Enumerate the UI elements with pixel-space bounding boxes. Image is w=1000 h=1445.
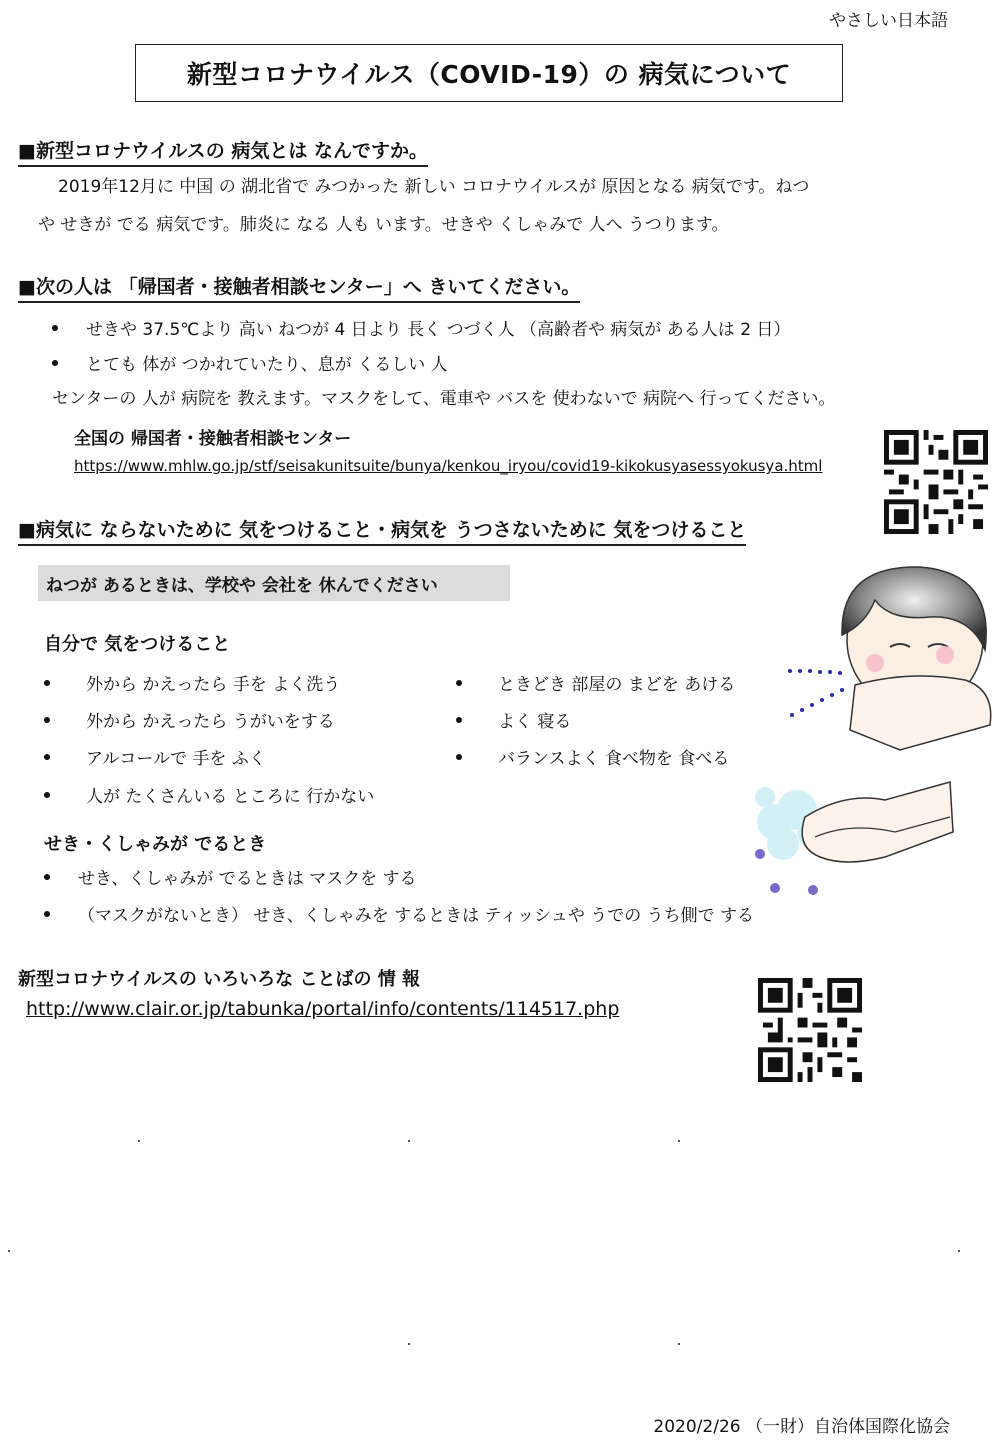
cough-item-1: せき、くしゃみが でるときは マスクを する [78,869,417,889]
bullet-icon [52,360,58,366]
page-title [135,44,843,102]
self-care-item-7: バランスよく 食べ物を 食べる [498,749,730,769]
section2-bullet-1: せきや 37.5℃より 高い ねつが 4 日より 長く つづく人 （高齢者や 病気が ある人は 2 日） [86,320,791,340]
footer-date-publisher: 2020/2/26 （一財）自治体国際化協会 [653,1417,950,1437]
bullet-icon [44,754,50,760]
cough-item-2: （マスクがないとき） せき、くしゃみを するときは ティッシュや うでの うち側で する [78,906,755,926]
self-care-item-1: 外から かえったら 手を よく洗う [86,675,341,695]
self-care-item-4: 人が たくさんいる ところに 行かない [86,787,375,807]
info-link[interactable]: http://www.clair.or.jp/tabunka/portal/info/contents/114517.php [26,998,620,1020]
list-item [456,670,735,695]
self-care-item-3: アルコールで 手を ふく [86,749,266,769]
self-care-item-5: ときどき 部屋の まどを あける [498,675,736,695]
list-item [44,670,340,695]
bullet-icon [456,680,462,686]
bullet-icon [44,680,50,686]
qr-code-icon [884,430,988,534]
list-item [52,350,448,375]
list-item [44,707,335,732]
section1-heading: ■新型コロナウイルスの 病気とは なんですか。 [18,136,428,167]
list-item [456,744,729,769]
section2-note: センターの 人が 病院を 教えます。マスクをして、電車や バスを 使わないで 病院へ 行ってください。 [52,389,836,409]
self-care-title: 自分で 気をつけること [44,634,231,655]
section1-line-2: や せきが でる 病気です。肺炎に なる 人も います。せきや くしゃみで 人へ うつります。 [38,215,729,235]
list-item [44,864,417,889]
bullet-icon [44,874,50,880]
list-item [44,901,754,926]
list-item [456,707,571,732]
section2-bullet-2: とても 体が つかれていたり、息が くるしい 人 [86,355,448,375]
list-item [44,744,266,769]
bullet-icon [44,717,50,723]
list-item [52,315,790,340]
rest-notice-text: ねつが あるときは、学校や 会社を 休んでください [46,575,438,596]
scan-speck [408,1140,410,1142]
easy-japanese-label: やさしい日本語 [829,11,948,31]
self-care-item-6: よく 寝る [498,712,572,732]
list-item [44,782,374,807]
section1-line-1: 2019年12月に 中国 の 湖北省で みつかった 新しい コロナウイルスが 原因となる 病気です。ねつ [58,177,810,197]
scan-speck [678,1140,680,1142]
bullet-icon [52,325,58,331]
center-link[interactable]: https://www.mhlw.go.jp/stf/seisakunitsuite/bunya/kenkou_iryou/covid19-kikokusyasessyokusya.html [74,457,823,475]
scan-speck [138,1140,140,1142]
scan-speck [8,1250,10,1252]
scan-speck [958,1250,960,1252]
bullet-icon [456,717,462,723]
section3-heading: ■病気に ならないために 気をつけること・病気を うつさないために 気をつけること [18,515,746,546]
coughing-person-icon [780,555,1000,755]
bullet-icon [44,911,50,917]
bullet-icon [44,792,50,798]
hand-washing-icon [735,762,955,912]
rest-notice [38,565,510,601]
self-care-item-2: 外から かえったら うがいをする [86,712,335,732]
qr-code-icon [758,978,862,1082]
info-title: 新型コロナウイルスの いろいろな ことばの 情 報 [18,969,420,990]
page-title-text: 新型コロナウイルス（COVID-19）の 病気について [186,60,792,89]
scan-speck [408,1343,410,1345]
section2-heading: ■次の人は 「帰国者・接触者相談センター」へ きいてください。 [18,272,580,303]
scan-speck [678,1343,680,1345]
bullet-icon [456,754,462,760]
cough-title: せき・くしゃみが でるとき [44,834,267,855]
center-link-title: 全国の 帰国者・接触者相談センター [74,429,352,449]
